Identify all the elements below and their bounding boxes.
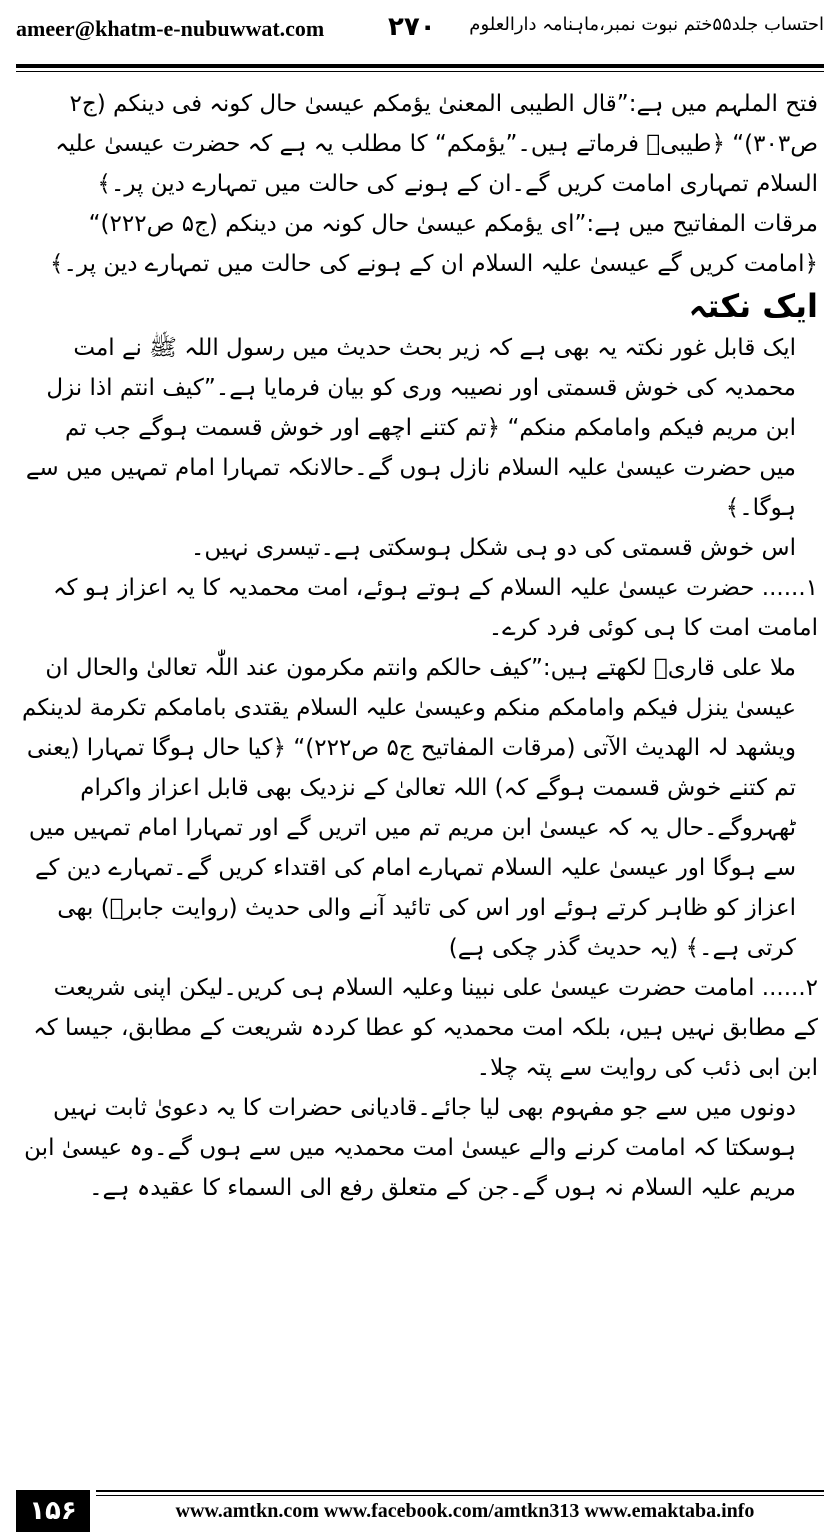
footer-page-number: ۱۵۶ bbox=[16, 1490, 90, 1532]
paragraph-conclusion: دونوں میں سے جو مفہوم بھی لیا جائے۔قادیانی حضرات کا یہ دعویٰ ثابت نہیں ہوسکتا کہ امامت کرنے والے عیسیٰ امت محمدیہ میں سے ہوں گے۔وہ عیسیٰ ابن مریم علیہ السلام نہ ہوں گے۔جن کے متعلق رفع الی السماء کا عقیدہ ہے۔ bbox=[24, 1095, 796, 1201]
footer-rule-thick bbox=[96, 1490, 824, 1492]
header-page-number: ۲۷۰ bbox=[388, 12, 436, 42]
footer-rule-thin bbox=[96, 1495, 824, 1496]
paragraph-two-forms: اس خوش قسمتی کی دو ہی شکل ہوسکتی ہے۔تیسری نہیں۔ bbox=[190, 535, 796, 561]
section-heading: ایک نکتہ bbox=[688, 287, 818, 325]
header-rule-thin bbox=[16, 71, 824, 72]
footer-websites: www.amtkn.com www.facebook.com/amtkn313 www.emaktaba.info bbox=[175, 1500, 755, 1522]
header-title: احتساب جلد۵۵ختم نبوت نمبر،ماہنامہ دارالعلوم bbox=[469, 14, 824, 35]
header-email: ameer@khatm-e-nubuwwat.com bbox=[16, 16, 325, 41]
paragraph-fath-ul-mulhim: فتح الملہم میں ہے:”قال الطیبی المعنیٰ یؤمکم عیسیٰ حال کونہ فی دینکم (ج۲ ص۳۰۳)“ ﴿طیبیؒ فرماتے ہیں۔”یؤمکم“ کا مطلب یہ ہے کہ حضرت عیسیٰ علیہ السلام تمہاری امامت کریں گے۔ان کے ہونے کی حالت میں تمہارے دین پر۔﴾ bbox=[55, 91, 818, 197]
paragraph-mulla-ali-qari: ملا علی قاریؒ لکھتے ہیں:”کیف حالکم وانتم مکرمون عند اللّٰہ تعالیٰ والحال ان عیسیٰ ینزل فیکم وامامکم منکم وعیسیٰ علیہ السلام یقتدی بامامکم تکرمة لدینکم ویشھد لہ الھدیث الآتی (مرقات المفاتیح ج۵ ص۲۲۲)“ ﴿کیا حال ہوگا تمہارا (یعنی تم کتنے خوش قسمت ہوگے کہ) اللہ تعالیٰ کے نزدیک بھی قابل اعزاز واکرام ٹھہروگے۔حال یہ کہ عیسیٰ ابن مریم تم میں اتریں گے اور تمہارا امام تمہیں میں سے ہوگا اور عیسیٰ علیہ السلام تمہارے امام کی اقتداء کریں گے۔تمہارے دین کے اعزاز کو ظاہر کرتے ہوئے اور اس کی تائید آنے والی حدیث (روایت جابرؓ) بھی کرتی ہے۔﴾ (یہ حدیث گذر چکی ہے) bbox=[22, 655, 796, 961]
header-rule-thick bbox=[16, 64, 824, 68]
paragraph-point-1: ۱...... حضرت عیسیٰ علیہ السلام کے ہوتے ہوئے، امت محمدیہ کا یہ اعزاز ہو کہ امامت امت کا ہی کوئی فرد کرے۔ bbox=[52, 575, 818, 641]
paragraph-mirqat: مرقات المفاتیح میں ہے:”ای یؤمکم عیسیٰ حال کونہ من دینکم (ج۵ ص۲۲۲)“ ﴿امامت کریں گے عیسیٰ علیہ السلام ان کے ہونے کی حالت میں تمہارے دین پر۔﴾ bbox=[49, 211, 818, 277]
page-header bbox=[16, 8, 824, 56]
paragraph-nukta: ایک قابل غور نکتہ یہ بھی ہے کہ زیر بحث حدیث میں رسول اللہ ﷺ نے امت محمدیہ کی خوش قسمتی اور نصیبہ وری کو بیان فرمایا ہے۔”کیف انتم اذا نزل ابن مریم فیکم وامامکم منکم“ ﴿تم کتنے اچھے اور خوش قسمت ہوگے جب تم میں حضرت عیسیٰ علیہ السلام نازل ہوں گے۔حالانکہ تمہارا امام تمہیں میں سے ہوگا۔﴾ bbox=[25, 335, 796, 521]
paragraph-point-2: ۲...... امامت حضرت عیسیٰ علی نبینا وعلیہ السلام ہی کریں۔لیکن اپنی شریعت کے مطابق نہیں ہیں، بلکہ امت محمدیہ کو عطا کردہ شریعت کے مطابق، جیسا کہ ابن ابی ذئب کی روایت سے پتہ چلا۔ bbox=[33, 975, 818, 1081]
article-body bbox=[22, 84, 818, 1482]
page-footer bbox=[16, 1490, 824, 1532]
